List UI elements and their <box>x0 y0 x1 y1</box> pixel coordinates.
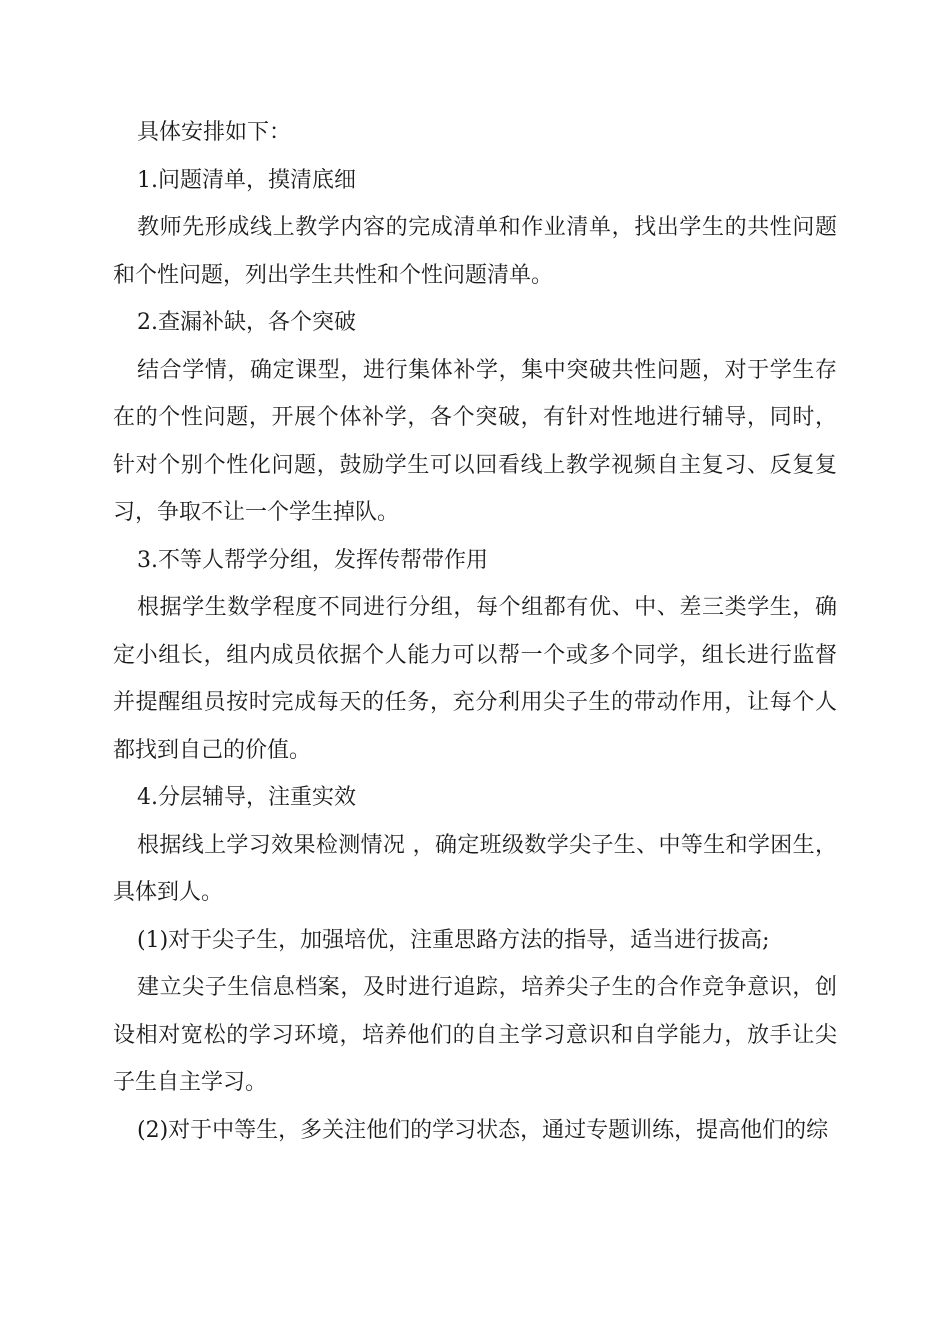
paragraph-4: 根据线上学习效果检测情况 ，确定班级数学尖子生、中等生和学困生，具体到人。 <box>113 832 837 905</box>
paragraph-intro: 具体安排如下： <box>137 120 292 145</box>
paragraph-3: 根据学生数学程度不同进行分组，每个组都有优、中、差三类学生，确定小组长，组内成员依据个人能力可以帮一个或多个同学，组长进行监督并提醒组员按时完成每天的任务，充分利用尖子生的带动作用，让每个人都找到自己的价值。 <box>113 595 837 763</box>
subheading-top-students: (1)对于尖子生，加强培优，注重思路方法的指导，适当进行拔高; <box>137 927 770 953</box>
heading-2: 2.查漏补缺，各个突破 <box>137 310 356 335</box>
heading-3: 3.不等人帮学分组，发挥传帮带作用 <box>137 547 488 573</box>
subheading-middle-students: (2)对于中等生，多关注他们的学习状态，通过专题训练，提高他们的综 <box>137 1117 829 1143</box>
paragraph-2: 结合学情，确定课型，进行集体补学，集中突破共性问题，对于学生存在的个性问题，开展个体补学，各个突破，有针对性地进行辅导，同时，针对个别个性化问题，鼓励学生可以回看线上教学视频自主复习、反复复习，争取不让一个学生掉队。 <box>113 357 837 525</box>
heading-1: 1.问题清单，摸清底细 <box>137 167 356 193</box>
paragraph-top-students: 建立尖子生信息档案，及时进行追踪，培养尖子生的合作竞争意识，创设相对宽松的学习环境，培养他们的自主学习意识和自学能力，放手让尖子生自主学习。 <box>113 975 837 1095</box>
heading-4: 4.分层辅导，注重实效 <box>137 785 356 810</box>
paragraph-1: 教师先形成线上教学内容的完成清单和作业清单，找出学生的共性问题和个性问题，列出学生共性和个性问题清单。 <box>113 215 837 288</box>
document-body <box>113 109 837 1154</box>
